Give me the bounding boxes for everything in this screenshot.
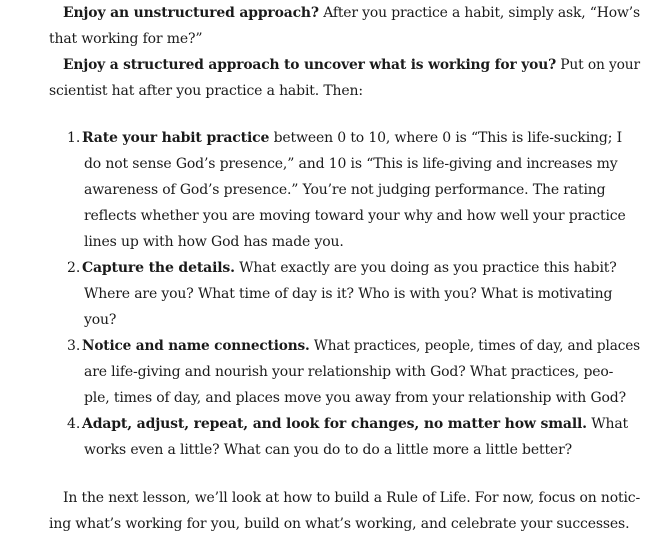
list-item-4-text: What [586,416,628,432]
list-item-1-line-2: do not sense God’s presence,” and 10 is “This is life-giving and increases my [84,156,618,172]
list-item-3-bold: Notice and name connections. [82,338,310,354]
paragraph-1-line-2: that working for me?” [49,31,203,47]
paragraph-1-line-1 [63,4,640,22]
list-item-2-line-2: Where are you? What time of day is it? Who is with you? What is motivating [84,286,613,302]
list-item-3-text: What practices, people, times of day, and places [309,338,641,354]
paragraph-3-line-2: ing what’s working for you, build on what’s working, and celebrate your successes. [49,516,630,532]
list-item-1-text: between 0 to 10, where 0 is “This is life-sucking; I [269,130,622,146]
list-item-3-line-1 [82,337,640,355]
list-item-1-line-1 [82,129,622,147]
list-item-2-line-1 [82,259,617,277]
list-item-2-line-3: you? [84,312,117,328]
list-item-1-line-5: lines up with how God has made you. [84,234,344,250]
list-item-4-line-1 [82,415,628,433]
list-item-3-line-2: are life-giving and nourish your relationship with God? What practices, peo- [84,364,614,380]
paragraph-2-line-1 [63,56,640,74]
list-item-3-number: 3. [67,338,81,354]
list-item-1-number: 1. [67,130,81,146]
paragraph-1-text: After you practice a habit, simply ask, “How’s [318,5,641,21]
list-item-3-line-3: ple, times of day, and places move you away from your relationship with God? [84,390,626,406]
list-item-4-line-2: works even a little? What can you do to do a little more a little better? [84,442,572,458]
list-item-2-bold: Capture the details. [82,260,235,276]
paragraph-1-bold: Enjoy an unstructured approach? [63,5,319,21]
list-item-1-line-3: awareness of God’s presence.” You’re not judging performance. The rating [84,182,606,198]
list-item-2-text: What exactly are you doing as you practice this habit? [234,260,617,276]
paragraph-2-bold: Enjoy a structured approach to uncover what is working for you? [63,57,557,73]
list-item-1-line-4: reflects whether you are moving toward your why and how well your practice [84,208,626,224]
list-item-4-bold: Adapt, adjust, repeat, and look for changes, no matter how small. [82,416,587,432]
paragraph-3-line-1: In the next lesson, we’ll look at how to build a Rule of Life. For now, focus on notic- [63,490,641,506]
list-item-1-bold: Rate your habit practice [82,130,270,146]
paragraph-2-text: Put on your [556,57,641,73]
list-item-4-number: 4. [67,416,81,432]
list-item-2-number: 2. [67,260,81,276]
paragraph-2-line-2: scientist hat after you practice a habit. Then: [49,83,363,99]
